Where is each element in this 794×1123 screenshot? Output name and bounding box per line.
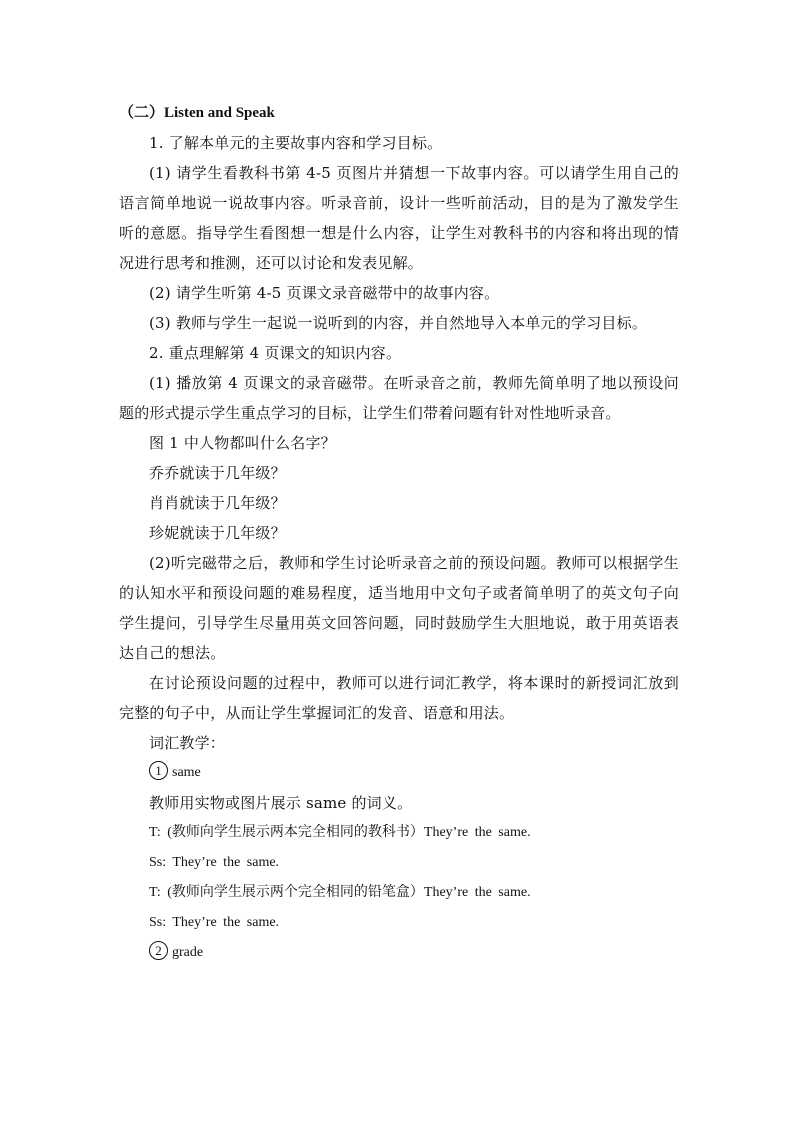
step-2-1-paragraph: (1) 播放第 4 页课文的录音磁带。在听录音之前，教师先简单明了地以预设问题的形式提示学生重点学习的目标，让学生们带着问题有针对性地听录音。 (119, 374, 679, 422)
vocab-word-same: same (172, 765, 201, 780)
vocab-item-1-description: 教师用实物或图片展示 same 的词义。 (149, 794, 413, 812)
vocab-item-2 (119, 938, 679, 968)
step-2-title: 2. 重点理解第 4 页课文的知识内容。 (149, 344, 402, 362)
question-4: 珍妮就读于几年级？ (149, 524, 286, 542)
step-1-title: 1. 了解本单元的主要故事内容和学习目标。 (149, 134, 443, 152)
question-2: 乔乔就读于几年级？ (149, 464, 286, 482)
step-1-3-paragraph: (3) 教师与学生一起说一说听到的内容，并自然地导入本单元的学习目标。 (149, 314, 648, 332)
dialogue-teacher-1: T: (教师向学生展示两本完全相同的教科书）They’re the same. (149, 825, 531, 840)
vocab-item-1 (119, 758, 679, 788)
section-heading: （二）Listen and Speak (119, 105, 275, 121)
dialogue-teacher-2: T: (教师向学生展示两个完全相同的铅笔盒）They’re the same. (149, 885, 531, 900)
vocab-word-grade: grade (172, 945, 204, 960)
question-3: 肖肖就读于几年级？ (149, 494, 286, 512)
vocab-heading: 词汇教学： (149, 734, 226, 752)
circled-number-2: 2 (149, 941, 168, 960)
step-1-2-paragraph: (2) 请学生听第 4-5 页课文录音磁带中的故事内容。 (149, 284, 500, 302)
document-body (119, 98, 679, 968)
question-1: 图 1 中人物都叫什么名字？ (149, 434, 336, 452)
step-2-2-paragraph: (2)听完磁带之后，教师和学生讨论听录音之前的预设问题。教师可以根据学生的认知水平和预设问题的难易程度，适当地用中文句子或者简单明了的英文句子向学生提问，引导学生尽量用英文回答问题，同时鼓励学生大胆地说，敢于用英语表达自己的想法。 (119, 554, 679, 662)
vocab-intro-paragraph: 在讨论预设问题的过程中，教师可以进行词汇教学，将本课时的新授词汇放到完整的句子中，从而让学生掌握词汇的发音、语意和用法。 (119, 674, 679, 722)
circled-number-1: 1 (149, 761, 168, 780)
step-1-1-paragraph: (1) 请学生看教科书第 4-5 页图片并猜想一下故事内容。可以请学生用自己的语言简单地说一说故事内容。听录音前，设计一些听前活动，目的是为了激发学生听的意愿。指导学生看图想一想是什么内容，让学生对教科书的内容和将出现的情况进行思考和推测，还可以讨论和发表见解。 (119, 164, 679, 272)
dialogue-students-1: Ss: They’re the same. (149, 855, 280, 870)
dialogue-students-2: Ss: They’re the same. (149, 915, 280, 930)
